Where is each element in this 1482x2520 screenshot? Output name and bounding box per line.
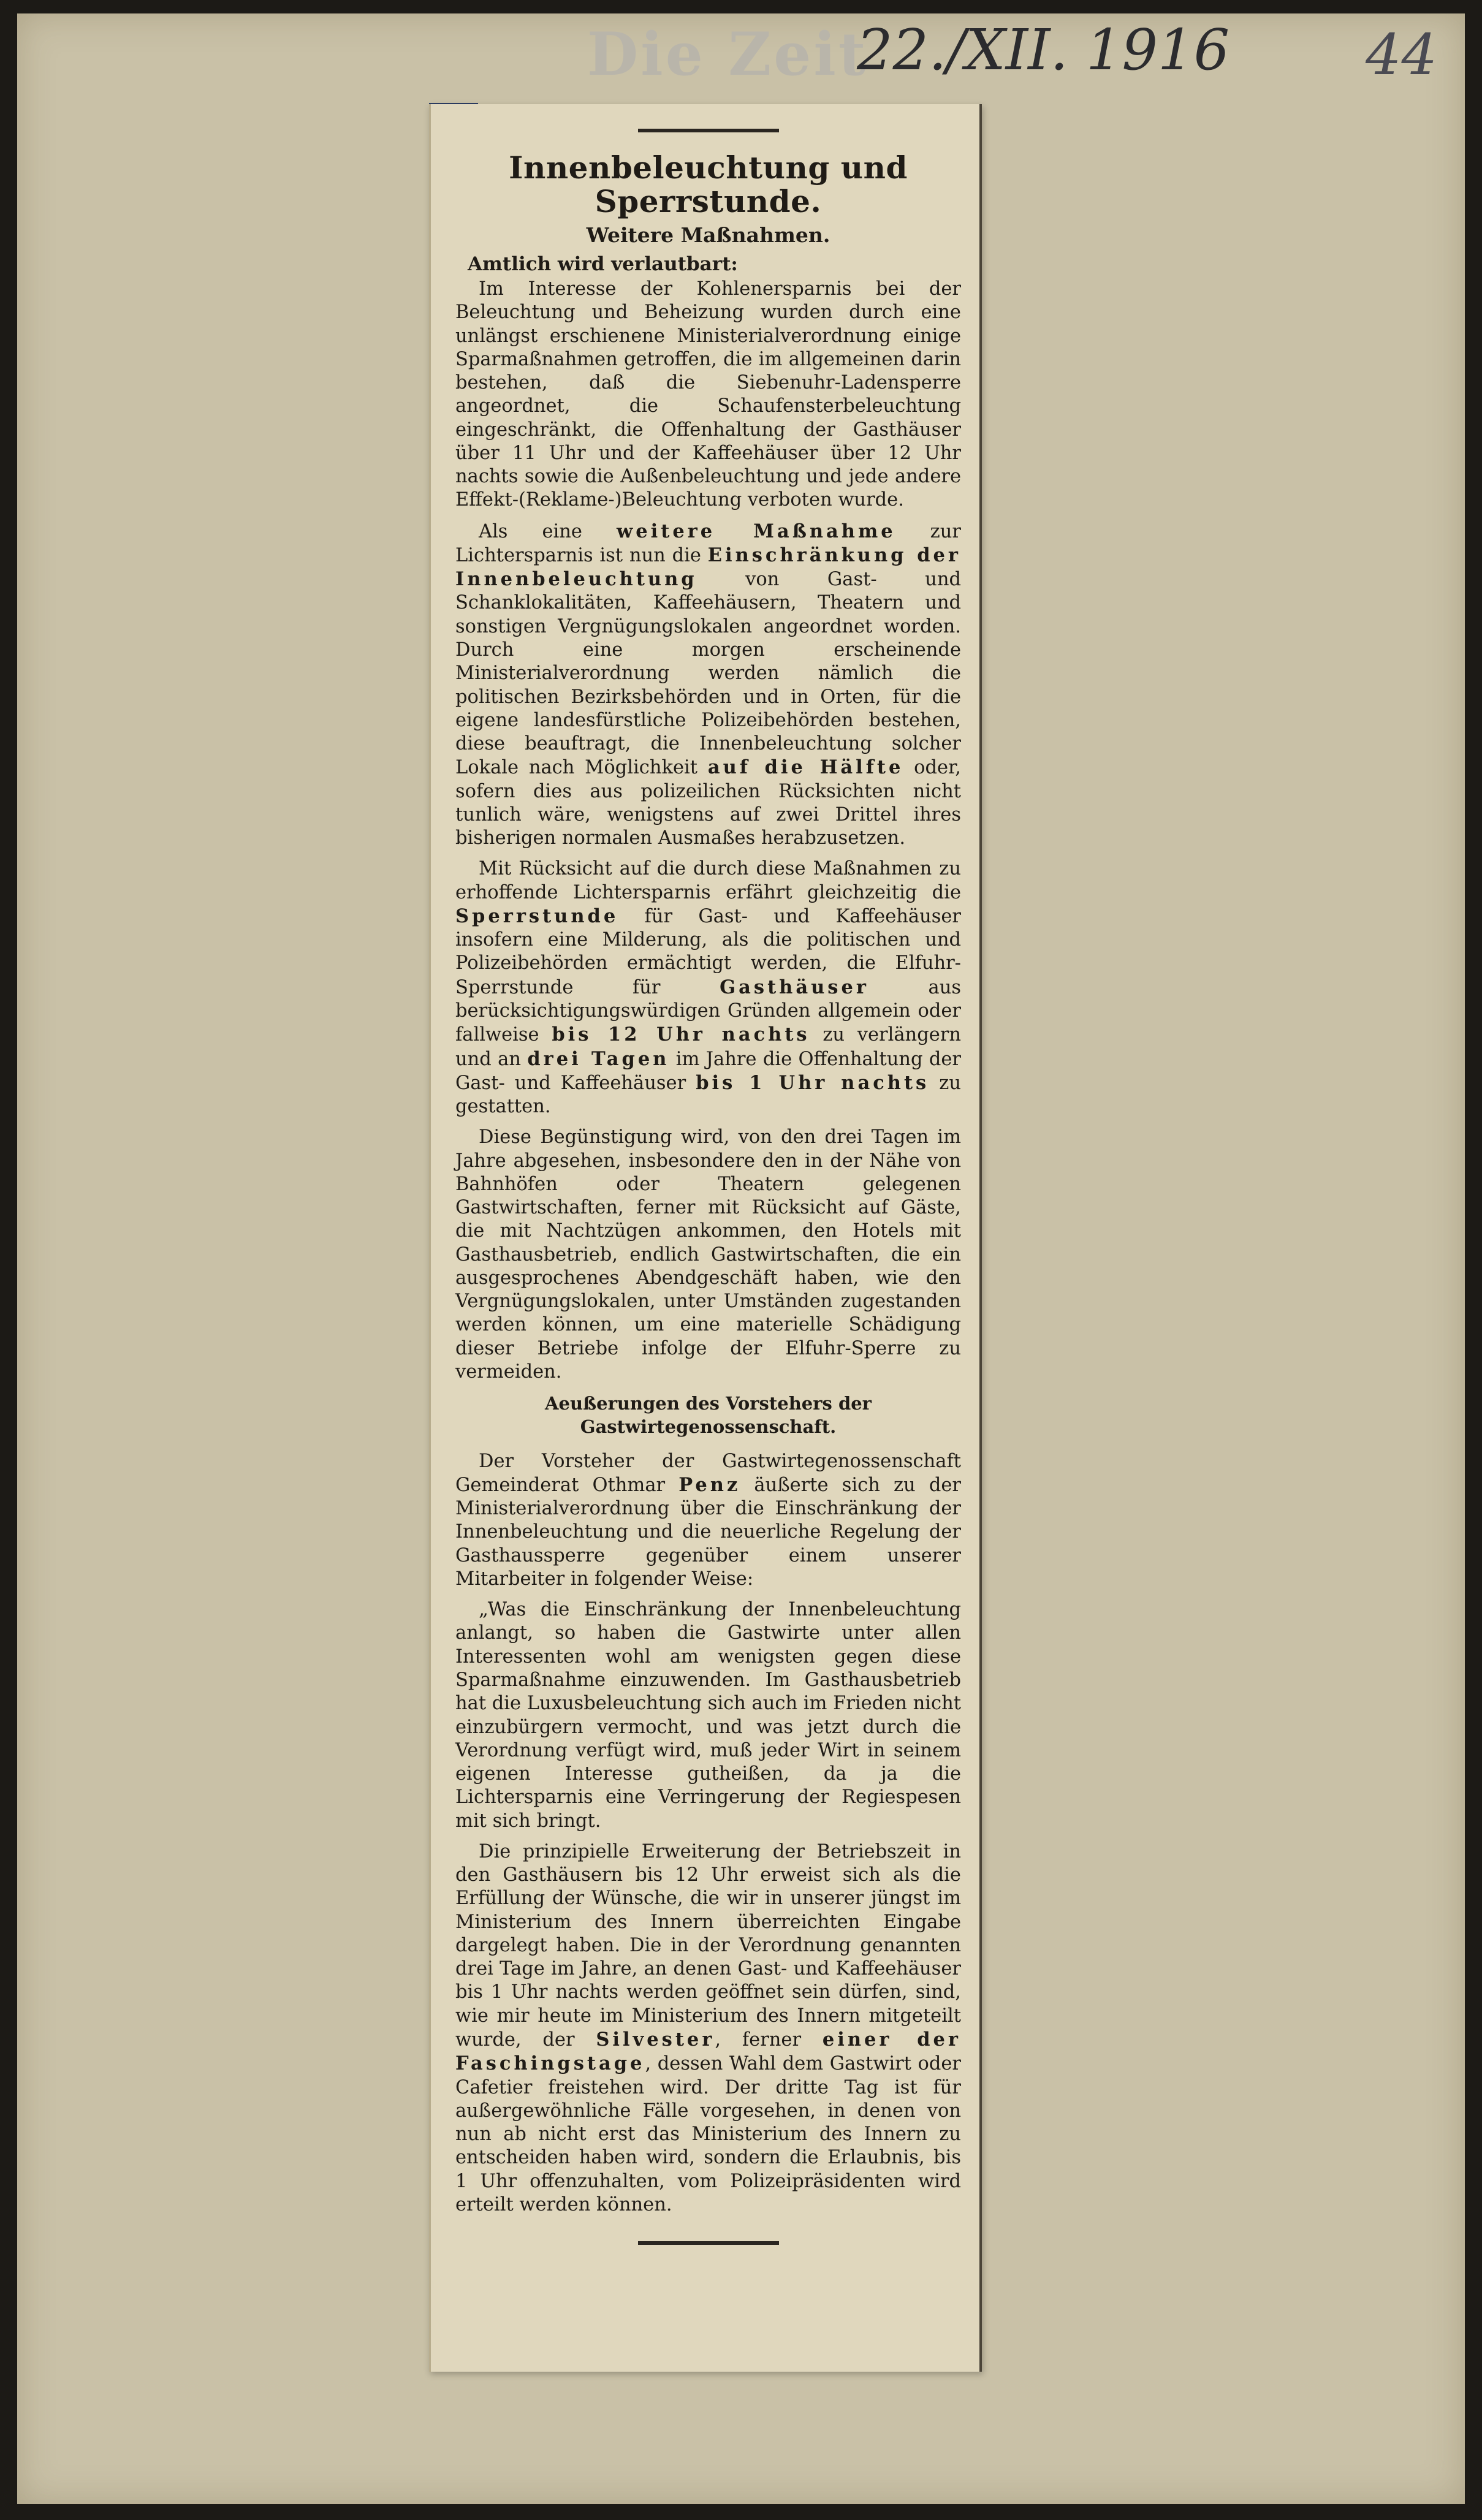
newspaper-stamp: Die Zeit [587,20,868,89]
emphasis-text: bis 1 Uhr nachts [696,1071,930,1094]
paragraph-text: oder, sofern dies aus polizeilichen Rücksichten nicht tunlich wäre, wenigstens auf zwei Drittel ihres bisherigen normalen Ausmaßes herabzusetzen. [455,757,961,849]
emphasis-text: weitere Maßnahme [617,520,896,542]
article-paragraph [455,1598,961,1833]
section-heading: Aeußerungen des Vorstehers der Gastwirtegenossenschaft. [545,1393,872,1437]
paragraph-text: im Jahre die Offenhaltung der Gast- und Kaffeehäuser [455,1048,962,1094]
newspaper-clipping [429,104,982,2372]
emphasis-text: auf die Hälfte [707,756,904,779]
paragraph-text: , dessen Wahl dem Gastwirt oder Cafetier freistehen wird. Der dritte Tag ist für außergewöhnliche Fälle vorgesehen, in denen von nun ab nicht erst das Ministerium des Innern zu entscheiden haben wird, sondern die Erlaubnis, bis 1 Uhr offenzuhalten, vom Polizeipräsidenten wird erteilt werden können. [455,2053,961,2215]
emphasis-text: Gasthäuser [720,976,869,998]
emphasis-text: bis 12 Uhr nachts [552,1023,810,1046]
paragraph-text: Mit Rücksicht auf die durch diese Maßnahmen zu erhoffende Lichtersparnis erfährt gleichzeitig die [455,858,961,903]
paragraph-text: „Was die Einschränkung der Innenbeleuchtung anlangt, so haben die Gastwirte unter allen Interessenten wohl am wenigsten gegen diese Sparmaßnahme einzuwenden. Im Gasthausbetrieb hat die Luxusbeleuchtung sich auch im Frieden nicht einzubürgern vermocht, und was jetzt durch die Verordnung verfügt wird, muß jeder Wirt in seinem eigenen Interesse gutheißen, da ja die Lichtersparnis eine Verringerung der Regiespesen mit sich bringt. [455,1599,961,1832]
paragraph-text: für Gast- und Kaffeehäuser insofern eine Milderung, als die politischen und Polizeibehörden ermächtigt werden, die Elfuhr-Sperrstunde für [455,905,961,998]
paragraph-text: Der Vorsteher der Gastwirtegenossenschaft Gemeinderat Othmar [455,1450,961,1496]
paragraph-text: äußerte sich zu der Ministerialverordnung über die Einschränkung der Innenbeleuchtung und die neuerliche Regelung der Gasthaussperre gegenüber einem unserer Mitarbeiter in folgender Weise: [455,1474,961,1590]
paragraph-text: aus berücksichtigungswürdigen Gründen allgemein oder fallweise [455,976,961,1046]
article-paragraph [455,1840,961,2217]
emphasis-text: Einschränkung der Innenbeleuchtung [455,544,961,591]
article-subheadline: Weitere Maßnahmen. [586,223,830,247]
emphasis-text: drei Tagen [527,1047,670,1070]
paragraph-text: Als eine [479,520,617,542]
article-intro: Amtlich wird verlautbart: [468,253,738,275]
emphasis-text: Penz [678,1473,741,1496]
paragraph-text: zu verlängern und an [455,1024,961,1070]
article-paragraph [455,1126,961,1384]
handwritten-page-number: 44 [1366,22,1438,88]
paragraph-text: , ferner [715,2029,823,2051]
article-headline: Innenbeleuchtung und Sperrstunde. [509,150,908,219]
handwritten-date: 22./XII. 1916 [857,17,1230,83]
paragraph-text: Im Interesse der Kohlenersparnis bei der Beleuchtung und Beheizung wurden durch eine unlängst erschienene Ministerialverordnung einige Sparmaßnahmen getroffen, die im allgemeinen darin bestehen, daß die Siebenuhr-Ladensperre angeordnet, die Schaufensterbeleuchtung eingeschränkt, die Offenhaltung der Gasthäuser über 11 Uhr und der Kaffeehäuser über 12 Uhr nachts sowie die Außenbeleuchtung und jede andere Effekt-(Reklame-)Beleuchtung verboten wurde. [455,278,961,511]
article-paragraph [455,857,961,1118]
article-paragraph [455,278,961,512]
paragraph-text: Diese Begünstigung wird, von den drei Tagen im Jahre abgesehen, insbesondere den in der Nähe von Bahnhöfen oder Theatern gelegenen Gastwirtschaften, ferner mit Rücksicht auf Gäste, die mit Nachtzügen ankommen, den Hotels mit Gasthausbetrieb, endlich Gastwirtschaften, die ein ausgesprochenes Abendgeschäft haben, wie den Vergnügungslokalen, unter Umständen zugestanden werden können, um eine materielle Schädigung dieser Betriebe infolge der Elfuhr-Sperre zu vermeiden. [455,1126,961,1383]
paragraph-text: Die prinzipielle Erweiterung der Betriebszeit in den Gasthäusern bis 12 Uhr erweist sich als die Erfüllung der Wünsche, die wir in unserer jüngst im Ministerium des Innern überreichten Eingabe dargelegt haben. Die in der Verordnung genannten drei Tage im Jahre, an denen Gast- und Kaffeehäuser bis 1 Uhr nachts werden geöffnet sein dürfen, sind, wie mir heute im Ministerium des Innern mitgeteilt wurde, der [455,1840,961,2051]
top-rule [638,129,779,132]
emphasis-text: einer der Faschingstage [455,2028,961,2075]
emphasis-text: Sperrstunde [455,905,619,927]
bottom-rule [638,2241,779,2245]
paragraph-text: zur Lichtersparnis ist nun die [455,520,961,566]
article-paragraph [455,1450,961,1592]
paragraph-text: zu gestatten. [455,1072,961,1118]
emphasis-text: Silvester [596,2028,715,2051]
paragraph-text: von Gast- und Schanklokalitäten, Kaffeehäusern, Theatern und sonstigen Vergnügungslokalen angeordnet worden. Durch eine morgen erscheinende Ministerialverordnung werden nämlich die politischen Bezirksbehörden und in Orten, für die eigene landesfürstliche Polizeibehörden bestehen, diese beauftragt, die Innenbeleuchtung solcher Lokale nach Möglichkeit [455,569,961,779]
article-paragraph [455,520,961,851]
